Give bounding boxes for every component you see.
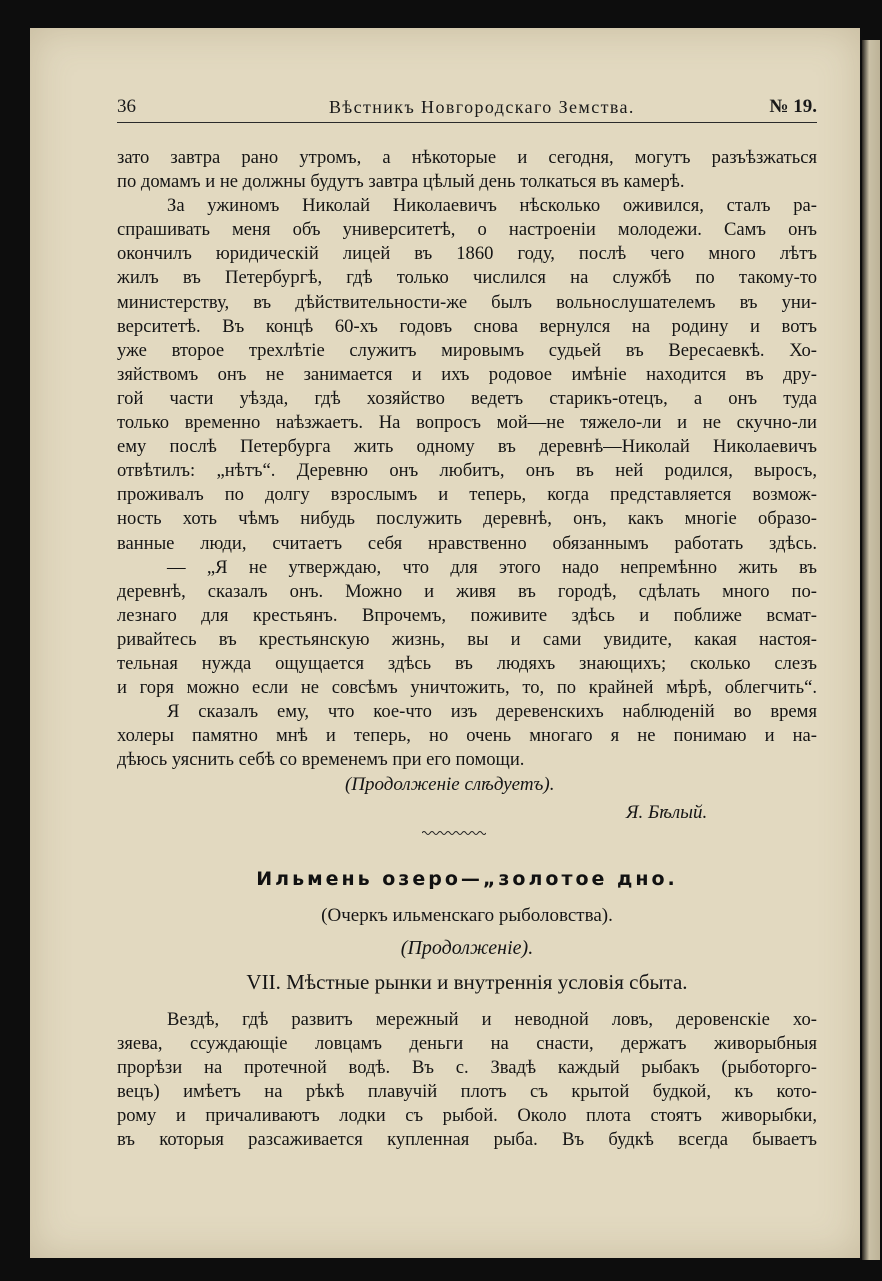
text-line: зяйствомъ онъ не занимается и ихъ родовое имѣніе находится въ дру- xyxy=(117,363,817,385)
text-line: проживалъ по долгу взрослымъ и теперь, когда представляется возмож- xyxy=(117,484,817,506)
author-signature: Я. Бѣлый. xyxy=(626,802,708,823)
text-line: и горя можно если не совсѣмъ уничтожить, то, по крайней мѣрѣ, облегчить“. xyxy=(117,677,817,699)
text-line: вецъ) имѣетъ на рѣкѣ плавучій плотъ съ крытой будкой, къ кото- xyxy=(117,1081,817,1103)
text-line: отвѣтилъ: „нѣтъ“. Деревню онъ любитъ, онъ въ ней родился, выросъ, xyxy=(117,460,817,482)
page-number: 36 xyxy=(117,96,136,117)
text-line: въ которыя разсаживается купленная рыба. Въ будкѣ всегда бываетъ xyxy=(117,1129,817,1151)
text-line: деревнѣ, сказалъ онъ. Можно и живя въ городѣ, сдѣлать много по- xyxy=(117,580,817,602)
article-continuation-text: (Продолженіе). xyxy=(400,937,534,959)
header-rule xyxy=(117,122,817,123)
journal-title: Вѣстникъ Новгородскаго Земства. xyxy=(329,97,635,117)
text-line: рому и причаливаютъ лодки съ рыбой. Около плота стоятъ живорыбки, xyxy=(117,1105,817,1127)
text-line: ривайтесь въ крестьянскую жизнь, вы и сами увидите, какая настоя- xyxy=(117,628,817,650)
text-line: жилъ въ Петербургѣ, гдѣ только числился на службѣ по такому-то xyxy=(117,267,817,289)
issue-number: № 19. xyxy=(769,96,817,117)
text-line: зато завтра рано утромъ, а нѣкоторые и сегодня, могутъ разъѣзжаться xyxy=(117,147,817,168)
story-text xyxy=(117,146,817,772)
text-line: зяева, ссуждающіе ловцамъ деньги на снасти, держатъ живорыбныя xyxy=(117,1033,817,1055)
text-line: дѣюсь уяснить себѣ со временемъ при его помощи. xyxy=(117,749,525,771)
text-line: верситетѣ. Въ концѣ 60-хъ годовъ снова вернулся на родину и вотъ xyxy=(117,315,817,337)
continued-note: (Продолженіе слѣдуетъ). xyxy=(345,774,555,795)
text-line: Я сказалъ ему, что кое-что изъ деревенскихъ наблюденій во время xyxy=(167,701,817,723)
text-line: — „Я не утверждаю, что для этого надо непремѣнно жить въ xyxy=(167,556,817,578)
text-line: по домамъ и не должны будутъ завтра цѣлый день толкаться въ камерѣ. xyxy=(117,171,685,193)
text-line: Вездѣ, гдѣ развитъ мережный и неводной ловъ, деровенскіе хо- xyxy=(167,1009,817,1030)
text-line: ность хоть чѣмъ нибудь послужить деревнѣ, онъ, какъ многіе образо- xyxy=(117,508,817,530)
text-line: только временно наѣзжаетъ. На вопросъ мой—не тяжело-ли и не скучно-ли xyxy=(117,412,817,434)
text-line: гой части уѣзда, гдѣ хозяйство ведетъ старикъ-отецъ, а онъ туда xyxy=(117,387,817,409)
text-line: уже второе трехлѣтіе служитъ мировымъ судьей въ Вересаевкѣ. Хо- xyxy=(117,339,817,361)
article-text xyxy=(117,1008,817,1153)
next-page-edge xyxy=(862,40,880,1260)
article-subtitle: (Очеркъ ильменскаго рыболовства). xyxy=(321,905,613,926)
text-line: окончилъ юридическій лицей въ 1860 году, послѣ чего много лѣтъ xyxy=(117,243,817,265)
section-divider xyxy=(422,829,486,837)
text-line: За ужиномъ Николай Николаевичъ нѣсколько оживился, сталъ ра- xyxy=(167,195,817,217)
running-header xyxy=(117,96,817,124)
text-line: холеры памятно мнѣ и теперь, но очень многаго я не понимаю и на- xyxy=(117,725,817,747)
text-line: прорѣзи на протечной водѣ. Въ с. Звадѣ каждый рыбакъ (рыботорго- xyxy=(117,1057,817,1079)
article-continuation xyxy=(117,937,817,960)
chapter-heading: VII. Мѣстные рынки и внутреннія условія сбыта. xyxy=(246,970,688,994)
text-line: министерству, въ дѣйствительности-же былъ вольнослушателемъ въ уни- xyxy=(117,291,817,313)
text-line: ванные люди, считаетъ себя нравственно обязаннымъ работать здѣсь. xyxy=(117,532,817,554)
text-line: спрашивать меня объ университетѣ, о настроеніи молодежи. Самъ онъ xyxy=(117,219,817,241)
text-line: ему послѣ Петербурга жить одному въ деревнѣ—Николай Николаевичъ xyxy=(117,436,817,458)
text-line: лезнаго для крестьянъ. Впрочемъ, поживите здѣсь и поближе всмат- xyxy=(117,604,817,626)
text-line: тельная нужда ощущается здѣсь въ людяхъ знающихъ; сколько слезъ xyxy=(117,652,817,674)
article-title: Ильмень озеро—„золотое дно. xyxy=(256,868,678,890)
